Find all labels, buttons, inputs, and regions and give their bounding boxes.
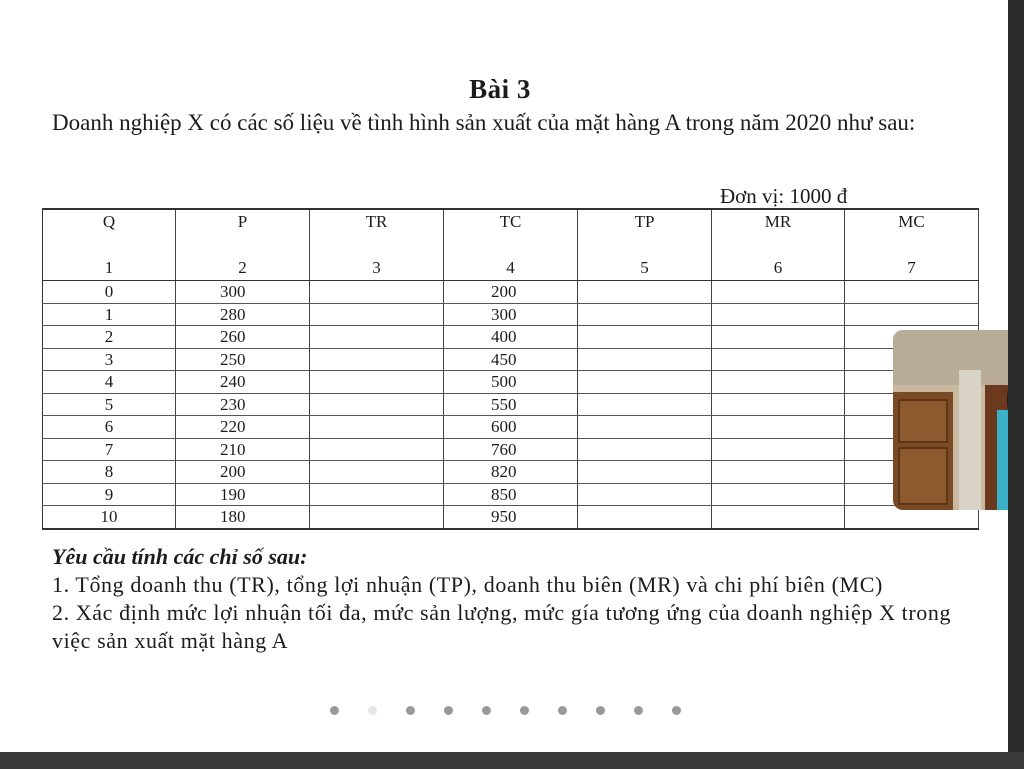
- requirement-item: 2. Xác định mức lợi nhuận tối đa, mức sản lượng, mức gía tương ứng của doanh nghiệp X trong việc sản xuất mặt hàng A: [52, 600, 952, 653]
- cell-tp: [578, 281, 712, 304]
- column-number: 4: [444, 244, 578, 281]
- cell-tr: [310, 461, 444, 484]
- cell-q: 10: [43, 506, 176, 529]
- cell-q: 6: [43, 416, 176, 439]
- cell-p: 300: [176, 281, 310, 304]
- header-mr: MR: [712, 209, 845, 244]
- page-title: Bài 3: [469, 74, 531, 104]
- table-row: [43, 438, 979, 461]
- cell-mr: [712, 416, 845, 439]
- header-q: Q: [43, 209, 176, 244]
- cell-p: 260: [176, 326, 310, 349]
- cell-tr: [310, 303, 444, 326]
- column-number: 3: [310, 244, 444, 281]
- data-table: [42, 208, 979, 530]
- bottom-bar: [0, 752, 1024, 769]
- window-edge: [1008, 0, 1024, 769]
- cell-tp: [578, 438, 712, 461]
- page-dot[interactable]: [596, 706, 605, 715]
- cell-tp: [578, 483, 712, 506]
- cell-tc: 760: [444, 438, 578, 461]
- column-number: 6: [712, 244, 845, 281]
- cell-mr: [712, 483, 845, 506]
- header-p: P: [176, 209, 310, 244]
- page-dot-current[interactable]: [368, 706, 377, 715]
- table-row: [43, 483, 979, 506]
- requirement-item: 1. Tổng doanh thu (TR), tổng lợi nhuận (TP), doanh thu biên (MR) và chi phí biên (MC): [52, 572, 883, 597]
- header-tp: TP: [578, 209, 712, 244]
- cell-tc: 450: [444, 348, 578, 371]
- webcam-feed-image: [893, 330, 1024, 510]
- cell-p: 190: [176, 483, 310, 506]
- cell-q: 5: [43, 393, 176, 416]
- table-row: [43, 303, 979, 326]
- cell-q: 0: [43, 281, 176, 304]
- table-header-row: [43, 209, 979, 244]
- webcam-overlay[interactable]: [893, 330, 1024, 510]
- cell-tp: [578, 416, 712, 439]
- cell-mr: [712, 461, 845, 484]
- cell-q: 1: [43, 303, 176, 326]
- page-dot[interactable]: [482, 706, 491, 715]
- cell-tp: [578, 326, 712, 349]
- cell-p: 280: [176, 303, 310, 326]
- cell-tr: [310, 416, 444, 439]
- cell-tp: [578, 303, 712, 326]
- cell-mr: [712, 281, 845, 304]
- table-row: [43, 461, 979, 484]
- cell-mr: [712, 393, 845, 416]
- cell-p: 220: [176, 416, 310, 439]
- table-column-number-row: [43, 244, 979, 281]
- column-number: 7: [845, 244, 979, 281]
- cell-q: 4: [43, 371, 176, 394]
- page-dot[interactable]: [406, 706, 415, 715]
- cell-p: 180: [176, 506, 310, 529]
- cell-tc: 600: [444, 416, 578, 439]
- cell-tp: [578, 393, 712, 416]
- cell-p: 230: [176, 393, 310, 416]
- table-row: [43, 371, 979, 394]
- cell-tc: 850: [444, 483, 578, 506]
- cell-q: 2: [43, 326, 176, 349]
- header-tr: TR: [310, 209, 444, 244]
- cell-p: 200: [176, 461, 310, 484]
- cell-mc: [845, 303, 979, 326]
- cell-mr: [712, 371, 845, 394]
- header-tc: TC: [444, 209, 578, 244]
- cell-tp: [578, 461, 712, 484]
- page-dot[interactable]: [330, 706, 339, 715]
- page-dot[interactable]: [558, 706, 567, 715]
- page-indicator[interactable]: [330, 706, 690, 722]
- page-dot[interactable]: [444, 706, 453, 715]
- cell-mr: [712, 303, 845, 326]
- header-mc: MC: [845, 209, 979, 244]
- cell-tr: [310, 483, 444, 506]
- requirements-section: [52, 543, 952, 655]
- cell-tr: [310, 281, 444, 304]
- cell-mc: [845, 281, 979, 304]
- cell-tc: 550: [444, 393, 578, 416]
- cell-p: 240: [176, 371, 310, 394]
- page-dot[interactable]: [634, 706, 643, 715]
- cell-tc: 300: [444, 303, 578, 326]
- table-row: [43, 506, 979, 529]
- cell-mr: [712, 438, 845, 461]
- cell-p: 210: [176, 438, 310, 461]
- cell-q: 9: [43, 483, 176, 506]
- requirements-heading: Yêu cầu tính các chỉ số sau:: [52, 544, 308, 569]
- cell-tr: [310, 438, 444, 461]
- cell-tp: [578, 506, 712, 529]
- cell-tr: [310, 326, 444, 349]
- cell-mr: [712, 326, 845, 349]
- table-row: [43, 281, 979, 304]
- cell-tc: 200: [444, 281, 578, 304]
- cell-q: 8: [43, 461, 176, 484]
- cell-tp: [578, 348, 712, 371]
- table-row: [43, 393, 979, 416]
- cell-tc: 950: [444, 506, 578, 529]
- cell-q: 3: [43, 348, 176, 371]
- column-number: 2: [176, 244, 310, 281]
- cell-tr: [310, 348, 444, 371]
- table-row: [43, 326, 979, 349]
- unit-label: Đơn vị: 1000 đ: [720, 184, 848, 208]
- cell-tc: 820: [444, 461, 578, 484]
- cell-tr: [310, 506, 444, 529]
- cell-mr: [712, 348, 845, 371]
- table-row: [43, 348, 979, 371]
- cell-tp: [578, 371, 712, 394]
- cell-q: 7: [43, 438, 176, 461]
- cell-tr: [310, 393, 444, 416]
- cell-tc: 400: [444, 326, 578, 349]
- cell-mr: [712, 506, 845, 529]
- column-number: 5: [578, 244, 712, 281]
- cell-p: 250: [176, 348, 310, 371]
- page-dot[interactable]: [520, 706, 529, 715]
- column-number: 1: [43, 244, 176, 281]
- page-dot[interactable]: [672, 706, 681, 715]
- cell-tr: [310, 371, 444, 394]
- table-row: [43, 416, 979, 439]
- cell-tc: 500: [444, 371, 578, 394]
- intro-text: Doanh nghiệp X có các số liệu về tình hình sản xuất của mặt hàng A trong năm 2020 như sau:: [52, 110, 916, 135]
